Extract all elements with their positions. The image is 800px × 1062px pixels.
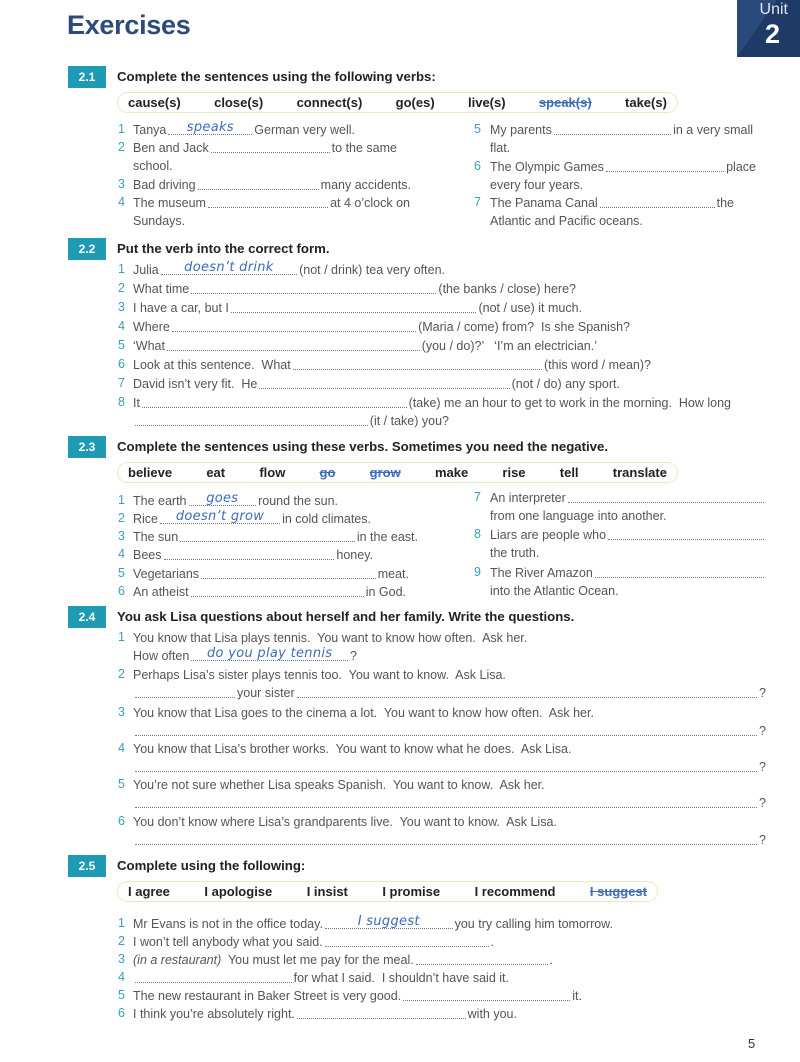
item-number: 4 bbox=[118, 195, 125, 209]
word-option: make bbox=[434, 465, 469, 480]
exercise-line bbox=[133, 395, 731, 411]
exercise-line bbox=[490, 490, 766, 506]
answer-blank[interactable] bbox=[297, 1006, 466, 1019]
answer-blank[interactable] bbox=[208, 195, 328, 208]
line-text: Rice bbox=[133, 512, 159, 526]
item-number: 8 bbox=[118, 395, 125, 409]
line-text: into the Atlantic Ocean. bbox=[490, 584, 619, 599]
line-text: You know that Lisa’s brother works. You want to know what he does. Ask Lisa. bbox=[133, 742, 572, 756]
exercise-line bbox=[133, 122, 355, 138]
word-box bbox=[117, 462, 678, 483]
exercise-line bbox=[133, 177, 411, 193]
answer-blank[interactable] bbox=[297, 685, 757, 698]
word-option: flow bbox=[259, 465, 286, 480]
line-text: the truth. bbox=[490, 546, 540, 561]
section-heading: Put the verb into the correct form. bbox=[117, 241, 330, 256]
exercise-line bbox=[490, 508, 667, 524]
line-text: in a very small bbox=[673, 123, 753, 137]
section-heading: Complete using the following: bbox=[117, 858, 306, 873]
line-text: in cold climates. bbox=[282, 512, 371, 526]
item-number: 3 bbox=[118, 529, 125, 543]
exercise-line bbox=[133, 140, 397, 156]
exercise-line bbox=[133, 319, 630, 335]
answer-blank[interactable] bbox=[135, 685, 235, 698]
item-number: 6 bbox=[118, 584, 125, 598]
answer-blank[interactable] bbox=[135, 759, 757, 772]
exercise-line bbox=[133, 158, 173, 174]
item-number: 5 bbox=[118, 988, 125, 1002]
exercise-line bbox=[490, 159, 756, 175]
exercise-line bbox=[490, 583, 619, 599]
exercise-line bbox=[490, 140, 510, 156]
answer-blank[interactable] bbox=[554, 122, 671, 135]
item-number: 4 bbox=[118, 741, 125, 755]
line-text: (not / use) it much. bbox=[478, 301, 582, 315]
exercise-line bbox=[490, 122, 753, 138]
line-text: I have a car, but I bbox=[133, 301, 229, 315]
handwritten-answer: goes bbox=[206, 491, 239, 506]
page-title: Exercises bbox=[67, 10, 191, 40]
answer-blank[interactable] bbox=[211, 140, 330, 153]
word-used: speak(s) bbox=[538, 95, 592, 110]
item-number: 8 bbox=[474, 527, 481, 541]
line-text: (it / take) you? bbox=[369, 414, 449, 429]
answer-blank[interactable] bbox=[191, 584, 364, 597]
item-number: 4 bbox=[118, 970, 125, 984]
exercise-line bbox=[133, 357, 651, 373]
line-text: David isn’t very fit. He bbox=[133, 377, 258, 391]
answer-blank[interactable] bbox=[191, 648, 348, 661]
exercise-line bbox=[133, 741, 571, 757]
item-number: 4 bbox=[118, 319, 125, 333]
item-number: 2 bbox=[118, 281, 125, 295]
answer-blank[interactable] bbox=[135, 970, 292, 983]
line-text: school. bbox=[133, 159, 173, 174]
section-number-badge: 2.1 bbox=[68, 66, 106, 88]
item-number: 2 bbox=[118, 140, 125, 154]
answer-blank[interactable] bbox=[135, 413, 368, 426]
answer-blank[interactable] bbox=[201, 566, 376, 579]
item-number: 7 bbox=[118, 376, 125, 390]
item-number: 2 bbox=[118, 934, 125, 948]
line-text: My parents bbox=[490, 123, 552, 137]
section-heading: You ask Lisa questions about herself and her family. Write the questions. bbox=[117, 609, 575, 624]
line-text: The River Amazon bbox=[490, 566, 593, 580]
exercise-line bbox=[133, 759, 766, 775]
line-text: Bees bbox=[133, 548, 162, 562]
item-number: 5 bbox=[474, 122, 481, 136]
exercise-line bbox=[133, 511, 371, 527]
section-number-badge: 2.2 bbox=[68, 238, 106, 260]
answer-blank[interactable] bbox=[259, 376, 509, 389]
line-text: Tanya bbox=[133, 123, 167, 137]
item-number: 1 bbox=[118, 630, 125, 644]
line-text: An interpreter bbox=[490, 491, 566, 505]
unit-badge bbox=[737, 0, 800, 57]
line-text: I think you’re absolutely right. bbox=[133, 1007, 295, 1021]
line-text: Where bbox=[133, 320, 170, 334]
answer-blank[interactable] bbox=[568, 490, 764, 503]
line-text: German very well. bbox=[254, 123, 355, 137]
exercise-line bbox=[490, 213, 643, 229]
exercise-line bbox=[133, 952, 553, 968]
word-option: translate bbox=[612, 465, 667, 480]
item-number: 1 bbox=[118, 262, 125, 276]
line-text: Julia bbox=[133, 263, 159, 277]
answer-blank[interactable] bbox=[142, 395, 407, 408]
exercise-line bbox=[133, 493, 338, 509]
line-text: ? bbox=[759, 686, 766, 701]
section-number-badge: 2.4 bbox=[68, 606, 106, 628]
answer-blank[interactable] bbox=[180, 529, 355, 542]
exercise-line bbox=[133, 777, 545, 793]
line-text: to the same bbox=[331, 141, 397, 155]
line-text: Look at this sentence. What bbox=[133, 358, 291, 372]
word-option: I agree bbox=[128, 884, 170, 899]
line-text: you try calling him tomorrow. bbox=[454, 917, 613, 931]
line-text: ? bbox=[759, 724, 766, 739]
line-text: it. bbox=[572, 989, 582, 1003]
exercise-line bbox=[133, 832, 766, 848]
word-used: grow bbox=[369, 465, 401, 480]
line-text: Ben and Jack bbox=[133, 141, 209, 155]
item-number: 1 bbox=[118, 122, 125, 136]
line-text: You must let me pay for the meal. bbox=[221, 953, 414, 967]
exercise-line bbox=[133, 213, 185, 229]
word-option: I apologise bbox=[204, 884, 273, 899]
exercise-line bbox=[490, 545, 539, 561]
line-text: Perhaps Lisa’s sister plays tennis too. You want to know. Ask Lisa. bbox=[133, 668, 506, 682]
line-text: many accidents. bbox=[320, 178, 411, 192]
unit-number: 2 bbox=[764, 19, 780, 49]
word-box bbox=[117, 92, 678, 113]
answer-blank[interactable] bbox=[403, 988, 570, 1001]
line-text: It bbox=[133, 396, 140, 410]
line-text: Bad driving bbox=[133, 178, 196, 192]
item-number: 5 bbox=[118, 777, 125, 791]
line-text: Sundays. bbox=[133, 214, 186, 229]
exercise-line bbox=[133, 630, 527, 646]
line-text: The earth bbox=[133, 494, 187, 508]
item-number: 6 bbox=[118, 1006, 125, 1020]
answer-blank[interactable] bbox=[198, 177, 319, 190]
item-number: 3 bbox=[118, 300, 125, 314]
handwritten-answer: do you play tennis bbox=[206, 646, 333, 662]
answer-blank[interactable] bbox=[167, 338, 420, 351]
answer-blank[interactable] bbox=[135, 723, 757, 736]
line-text: for what I said. I shouldn’t have said it. bbox=[293, 971, 509, 985]
line-text: round the sun. bbox=[258, 494, 338, 508]
word-option: tell bbox=[559, 465, 579, 480]
word-option: go(es) bbox=[395, 95, 435, 110]
answer-blank[interactable] bbox=[172, 319, 416, 332]
line-text: The sun bbox=[133, 530, 179, 544]
word-option: connect(s) bbox=[296, 95, 363, 110]
line-text: (not / do) any sport. bbox=[511, 377, 620, 391]
word-option: close(s) bbox=[214, 95, 264, 110]
line-text: Mr Evans is not in the office today. bbox=[133, 917, 323, 931]
word-option: I promise bbox=[382, 884, 441, 899]
line-text: The new restaurant in Baker Street is very good. bbox=[133, 989, 402, 1003]
word-option: take(s) bbox=[625, 95, 667, 110]
line-text: at 4 o’clock on bbox=[330, 196, 410, 210]
answer-blank[interactable] bbox=[160, 511, 280, 524]
answer-blank[interactable] bbox=[231, 300, 477, 313]
exercise-line bbox=[490, 565, 766, 581]
exercise-line bbox=[133, 934, 494, 950]
answer-blank[interactable] bbox=[608, 527, 764, 540]
line-text: ? bbox=[759, 760, 766, 775]
exercise-line bbox=[133, 300, 582, 316]
item-number: 6 bbox=[118, 357, 125, 371]
section-heading: Complete the sentences using these verbs. Sometimes you need the negative. bbox=[117, 439, 609, 454]
line-text: . bbox=[549, 953, 553, 967]
word-option: rise bbox=[502, 465, 526, 480]
exercise-line bbox=[133, 281, 576, 297]
exercise-line bbox=[133, 413, 449, 429]
line-text: What time bbox=[133, 282, 190, 296]
line-text: (you / do)?’ ‘I’m an electrician.’ bbox=[421, 339, 597, 353]
answer-blank[interactable] bbox=[293, 357, 542, 370]
answer-blank[interactable] bbox=[595, 565, 764, 578]
answer-blank[interactable] bbox=[168, 122, 252, 135]
item-number: 9 bbox=[474, 565, 481, 579]
line-text: The Panama Canal bbox=[490, 196, 598, 210]
item-number: 3 bbox=[118, 952, 125, 966]
answer-blank[interactable] bbox=[161, 262, 297, 275]
line-text: (the banks / close) here? bbox=[438, 282, 576, 296]
exercise-line bbox=[133, 795, 766, 811]
exercise-line bbox=[133, 262, 445, 278]
item-number: 7 bbox=[474, 195, 481, 209]
word-option: believe bbox=[128, 465, 173, 480]
line-text: place bbox=[726, 160, 756, 174]
line-text: The museum bbox=[133, 196, 206, 210]
exercise-line bbox=[133, 814, 557, 830]
handwritten-answer: doesn’t drink bbox=[184, 260, 274, 275]
exercise-line bbox=[490, 527, 766, 543]
word-option: cause(s) bbox=[128, 95, 181, 110]
item-number: 6 bbox=[118, 814, 125, 828]
answer-blank[interactable] bbox=[135, 795, 757, 808]
word-used: go bbox=[319, 465, 336, 480]
answer-blank[interactable] bbox=[325, 934, 489, 947]
exercise-line bbox=[133, 338, 597, 354]
line-text: Vegetarians bbox=[133, 567, 200, 581]
line-text: How often bbox=[133, 649, 190, 664]
line-text: You know that Lisa goes to the cinema a lot. You want to know how often. Ask her. bbox=[133, 706, 594, 720]
handwritten-answer: speaks bbox=[186, 120, 234, 135]
line-text: flat. bbox=[490, 141, 511, 156]
line-text: . bbox=[490, 935, 494, 949]
exercise-line bbox=[133, 723, 766, 739]
line-text: The Olympic Games bbox=[490, 160, 604, 174]
answer-blank[interactable] bbox=[191, 281, 436, 294]
word-option: I insist bbox=[306, 884, 348, 899]
exercise-line bbox=[133, 376, 620, 392]
word-option: I recommend bbox=[474, 884, 556, 899]
line-text: the bbox=[716, 196, 734, 210]
line-text: ? bbox=[350, 649, 357, 664]
handwritten-answer: I suggest bbox=[357, 914, 420, 929]
exercise-line bbox=[133, 667, 506, 683]
answer-blank[interactable] bbox=[135, 832, 757, 845]
unit-label: Unit bbox=[759, 1, 788, 18]
line-text: (take) me an hour to get to work in the morning. How long bbox=[408, 396, 731, 410]
line-text: (Maria / come) from? Is she Spanish? bbox=[418, 320, 630, 334]
line-text: from one language into another. bbox=[490, 509, 667, 524]
exercise-line bbox=[133, 566, 409, 582]
page-number: 5 bbox=[748, 1036, 756, 1051]
line-text: An atheist bbox=[133, 585, 189, 599]
exercise-line bbox=[133, 705, 594, 721]
line-text: meat. bbox=[377, 567, 409, 581]
section-number-badge: 2.5 bbox=[68, 855, 106, 877]
line-text: Liars are people who bbox=[490, 528, 607, 542]
answer-blank[interactable] bbox=[416, 952, 548, 965]
item-number: 5 bbox=[118, 338, 125, 352]
item-number: 5 bbox=[118, 566, 125, 580]
line-text: ? bbox=[759, 833, 766, 848]
exercise-line bbox=[133, 529, 418, 545]
exercise-line bbox=[490, 195, 734, 211]
line-text: ? bbox=[759, 796, 766, 811]
line-text: You know that Lisa plays tennis. You want to know how often. Ask her. bbox=[133, 631, 528, 645]
line-text: (this word / mean)? bbox=[544, 358, 651, 372]
line-text-italic: (in a restaurant) bbox=[133, 953, 222, 967]
line-text: with you. bbox=[467, 1007, 517, 1021]
answer-blank[interactable] bbox=[600, 195, 715, 208]
item-number: 3 bbox=[118, 177, 125, 191]
exercise-line bbox=[133, 916, 613, 932]
exercise-line bbox=[133, 685, 766, 701]
exercise-line bbox=[490, 177, 583, 193]
item-number: 4 bbox=[118, 547, 125, 561]
line-text: every four years. bbox=[490, 178, 584, 193]
item-number: 6 bbox=[474, 159, 481, 173]
answer-blank[interactable] bbox=[189, 493, 257, 506]
exercise-line bbox=[133, 970, 509, 986]
item-number: 2 bbox=[118, 667, 125, 681]
section-heading: Complete the sentences using the following verbs: bbox=[117, 69, 436, 84]
item-number: 7 bbox=[474, 490, 481, 504]
handwritten-answer: doesn’t grow bbox=[175, 509, 265, 524]
item-number: 2 bbox=[118, 511, 125, 525]
item-number: 1 bbox=[118, 916, 125, 930]
exercise-line bbox=[133, 988, 582, 1004]
line-text: in God. bbox=[365, 585, 406, 599]
line-text: You don’t know where Lisa’s grandparents live. You want to know. Ask Lisa. bbox=[133, 815, 557, 829]
exercise-line bbox=[133, 1006, 517, 1022]
exercise-line bbox=[133, 648, 357, 664]
word-option: eat bbox=[206, 465, 226, 480]
exercise-line bbox=[133, 547, 373, 563]
line-text: Atlantic and Pacific oceans. bbox=[490, 214, 643, 229]
item-number: 3 bbox=[118, 705, 125, 719]
line-text: You’re not sure whether Lisa speaks Spanish. You want to know. Ask her. bbox=[133, 778, 545, 792]
line-text: honey. bbox=[336, 548, 373, 562]
line-text: I won’t tell anybody what you said. bbox=[133, 935, 323, 949]
answer-blank[interactable] bbox=[606, 159, 724, 172]
line-text: ‘What bbox=[133, 339, 165, 353]
word-box bbox=[117, 881, 658, 902]
line-text: (not / drink) tea very often. bbox=[299, 263, 445, 277]
line-text: your sister bbox=[237, 686, 295, 701]
item-number: 1 bbox=[118, 493, 125, 507]
exercise-line bbox=[133, 195, 410, 211]
word-option: live(s) bbox=[468, 95, 506, 110]
line-text: in the east. bbox=[356, 530, 418, 544]
word-used: I suggest bbox=[589, 884, 647, 899]
section-number-badge: 2.3 bbox=[68, 436, 106, 458]
exercise-line bbox=[133, 584, 406, 600]
answer-blank[interactable] bbox=[164, 547, 335, 560]
answer-blank[interactable] bbox=[325, 916, 453, 929]
